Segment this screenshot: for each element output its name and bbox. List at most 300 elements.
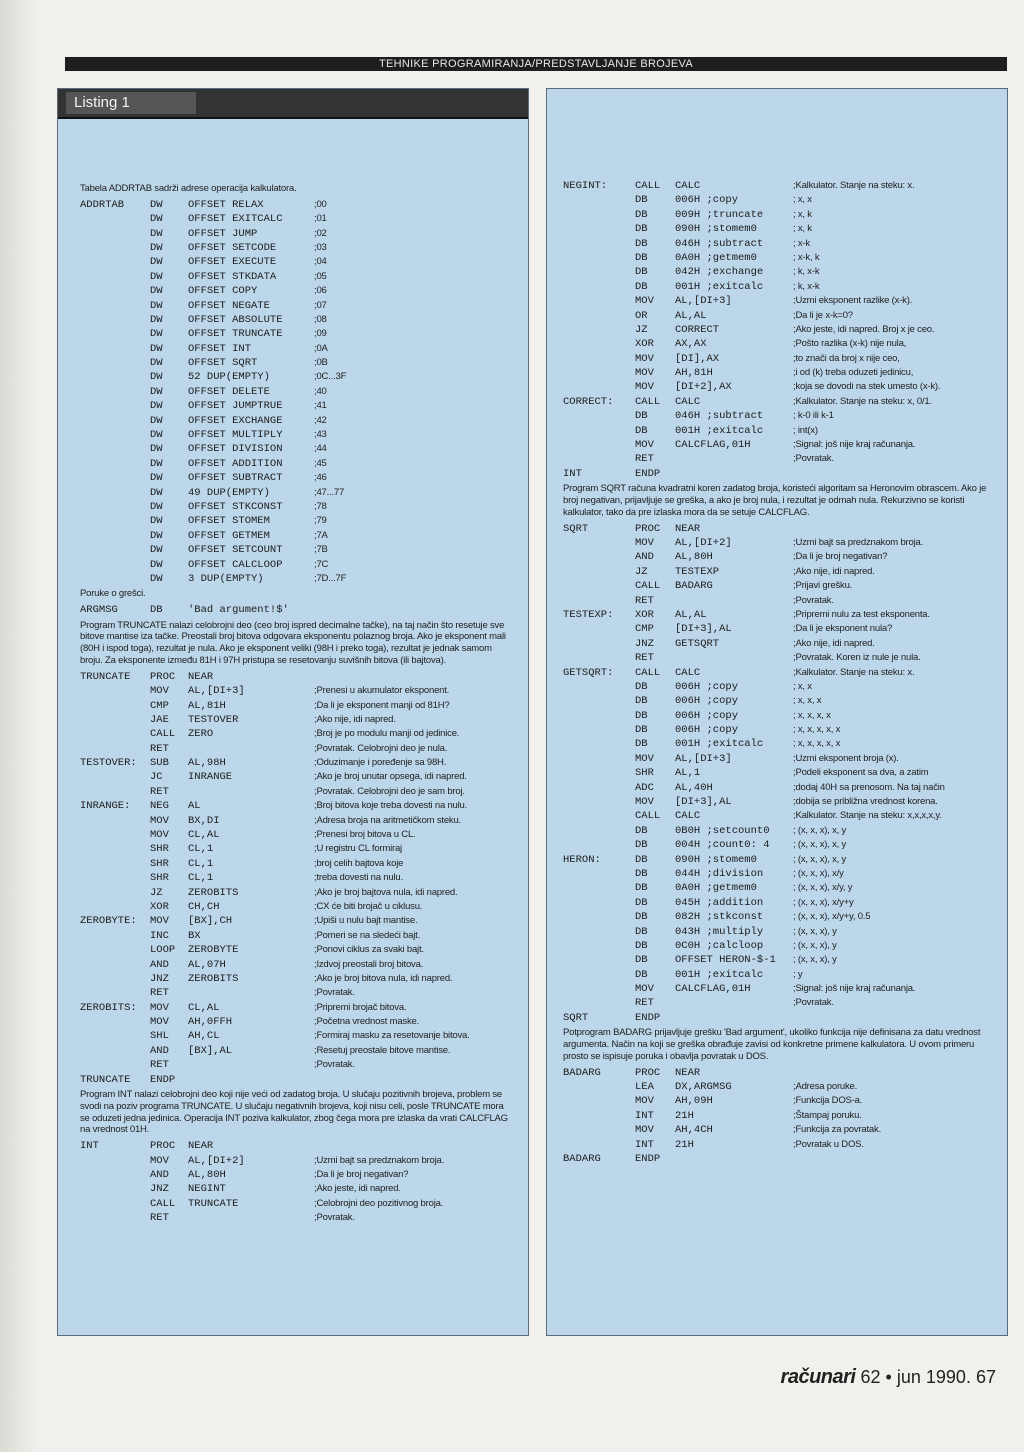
code-operands: CALC <box>675 666 701 679</box>
code-opcode: PROC <box>150 1140 176 1153</box>
code-line <box>547 1011 1007 1025</box>
code-opcode: DB <box>635 695 648 708</box>
code-line <box>547 694 1007 708</box>
code-operands: AH,09H <box>675 1095 713 1108</box>
code-operands: 0B0H ;setcount0 <box>675 824 770 837</box>
code-line <box>58 313 528 327</box>
code-opcode: DW <box>150 515 163 528</box>
code-line <box>58 227 528 241</box>
code-line <box>547 265 1007 279</box>
code-opcode: AND <box>635 551 654 564</box>
code-comment: ;treba dovesti na nulu. <box>314 872 403 884</box>
code-comment: ; x, x <box>793 194 812 206</box>
code-line <box>547 968 1007 982</box>
code-opcode: CALL <box>150 728 176 741</box>
code-opcode: DB <box>635 251 648 264</box>
code-operands: 090H ;stomem0 <box>675 853 757 866</box>
code-line <box>58 871 528 885</box>
code-comment: ;Resetuj preostale bitove mantise. <box>314 1044 451 1056</box>
code-opcode: DB <box>635 424 648 437</box>
code-line <box>58 212 528 226</box>
code-operands: 006H ;copy <box>675 709 739 722</box>
code-opcode: MOV <box>635 381 654 394</box>
code-opcode: DW <box>150 429 163 442</box>
code-opcode: DW <box>150 472 163 485</box>
code-opcode: MOV <box>635 536 654 549</box>
code-operands: AL,80H <box>188 1169 226 1182</box>
code-opcode: CALL <box>150 1197 176 1210</box>
code-comment: ;Povratak u DOS. <box>793 1138 864 1150</box>
code-comment: ;06 <box>314 285 327 297</box>
code-opcode: DW <box>150 256 163 269</box>
code-line <box>58 1211 528 1225</box>
code-line <box>58 756 528 770</box>
code-line <box>547 424 1007 438</box>
code-comment: ;Izdvoj preostali broj bitova. <box>314 958 424 970</box>
code-comment: ;Adresa poruke. <box>793 1081 858 1093</box>
page-number: 67 <box>975 1367 996 1387</box>
code-comment: ;Štampaj poruku. <box>793 1109 862 1121</box>
code-line <box>58 943 528 957</box>
code-comment: ;Povratak. Koren iz nule je nula. <box>793 652 921 664</box>
code-operands: 0A0H ;getmem0 <box>675 882 757 895</box>
code-opcode: DW <box>150 313 163 326</box>
code-line <box>58 442 528 456</box>
code-operands: OFFSET JUMPTRUE <box>188 400 283 413</box>
code-opcode: DB <box>635 882 648 895</box>
code-comment: ; x, k <box>793 208 812 220</box>
code-label: ZEROBITS: <box>80 1001 137 1014</box>
code-operands: OFFSET STOMEM <box>188 515 270 528</box>
code-comment: ; (x, x, x), x/y, y <box>793 882 853 894</box>
code-line <box>547 910 1007 924</box>
code-opcode: DW <box>150 371 163 384</box>
code-label: NEGINT: <box>563 180 608 192</box>
listing-label: Listing 1 <box>66 92 196 114</box>
code-operands: OFFSET GETMEM <box>188 529 270 542</box>
code-operands: AX,AX <box>675 338 707 351</box>
code-label: INRANGE: <box>80 800 131 813</box>
code-line <box>547 1066 1007 1080</box>
code-opcode: XOR <box>635 338 654 351</box>
code-operands: DX,ARGMSG <box>675 1081 732 1094</box>
code-operands: 0C0H ;calcloop <box>675 939 764 952</box>
code-line <box>58 1029 528 1043</box>
page-footer <box>781 1366 996 1389</box>
code-operands: 49 DUP(EMPTY) <box>188 486 270 499</box>
code-comment: ;Pomeri se na sledeći bajt. <box>314 929 421 941</box>
code-operands: 045H ;addition <box>675 896 764 909</box>
code-line <box>58 327 528 341</box>
code-comment: ;Da li je eksponent nula? <box>793 623 893 635</box>
description-paragraph: Program INT nalazi celobrojni deo koji nije veći od zadatog broja. U slučaju pozitivnih brojeva, problem se svodi na poziv programa TRUNCATE. U slučaju negativnih brojeva, koji nisu celi, posle TRUNCATE mora se oduzeti jedna jedinica. Operacija INT poziva kalkulator, zbog čega mora pre izlaska da vrati CALCFLAG na vrednost 01H. <box>80 1089 508 1136</box>
code-line <box>58 770 528 784</box>
code-line <box>58 986 528 1000</box>
code-operands: OFFSET ADDITION <box>188 457 283 470</box>
code-operands: OFFSET DELETE <box>188 385 270 398</box>
code-operands: 001H ;exitcalc <box>675 280 764 293</box>
code-comment: ;7D...7F <box>314 572 347 584</box>
code-opcode: MOV <box>150 1016 169 1029</box>
code-opcode: DB <box>635 280 648 293</box>
code-line <box>547 1080 1007 1094</box>
code-comment: ;Ako nije, idi napred. <box>314 713 396 725</box>
code-label: BADARG <box>563 1153 601 1165</box>
code-operands: OFFSET NEGATE <box>188 299 270 312</box>
code-label: BADARG <box>563 1066 601 1079</box>
code-opcode: AND <box>150 958 169 971</box>
code-comment: ;Broj bitova koje treba dovesti na nulu. <box>314 800 468 812</box>
description-paragraph: Program TRUNCATE nalazi celobrojni deo (ceo broj ispred decimalne tačke), na taj način što resetuje sve bitove mantise iza tačke. Preostali broj bitova odgovara eksponentu polaznog broja. Ako je eksponent mali (80H i ispod toga), rezultat je nula. Ako je eksponent veliki (98H i preko toga), rezultat je jednak samom broju. Za eksponente između 81H i 97H pristupa se resetovanju suvišnih bitova (ili bajtova). <box>80 619 506 666</box>
code-opcode: PROC <box>150 670 176 683</box>
code-label: TRUNCATE <box>80 670 131 683</box>
code-opcode: DW <box>150 400 163 413</box>
code-opcode: JZ <box>150 886 163 899</box>
code-opcode: MOV <box>150 915 169 928</box>
code-opcode: JNZ <box>150 1183 169 1196</box>
code-opcode: DW <box>150 270 163 283</box>
code-comment: ;Ako jeste, idi napred. Broj x je ceo. <box>793 323 935 335</box>
code-line <box>547 795 1007 809</box>
code-operands: 046H ;subtract <box>675 237 764 250</box>
code-opcode: DW <box>150 213 163 226</box>
code-line <box>547 1152 1007 1166</box>
code-line <box>547 1109 1007 1123</box>
code-label: TESTEXP: <box>563 608 614 621</box>
code-operands: [DI+2],AX <box>675 381 732 394</box>
code-opcode: MOV <box>150 829 169 842</box>
code-operands: OFFSET INT <box>188 342 252 355</box>
code-operands: CH,CH <box>188 900 220 913</box>
code-opcode: NEG <box>150 800 169 813</box>
code-line <box>547 896 1007 910</box>
code-operands: 006H ;copy <box>675 680 739 693</box>
code-opcode: PROC <box>635 522 661 535</box>
code-opcode: DB <box>635 266 648 279</box>
code-operands: AH,81H <box>675 367 713 380</box>
code-comment: ;Pripremi brojač bitova. <box>314 1001 407 1013</box>
code-comment: ;7C <box>314 558 329 570</box>
code-line <box>58 857 528 871</box>
code-line <box>58 241 528 255</box>
code-label: TESTOVER: <box>80 757 137 770</box>
code-opcode: DW <box>150 414 163 427</box>
code-line <box>547 824 1007 838</box>
code-line <box>547 594 1007 608</box>
code-line <box>547 781 1007 795</box>
code-line <box>547 939 1007 953</box>
code-comment: ;Formiraj masku za resetovanje bitova. <box>314 1030 470 1042</box>
code-line <box>547 452 1007 466</box>
code-opcode: DW <box>150 342 163 355</box>
code-opcode: XOR <box>150 900 169 913</box>
code-opcode: JAE <box>150 713 169 726</box>
listing-panel-left <box>57 88 529 1336</box>
code-comment: ;dobija se približna vrednost korena. <box>793 796 938 808</box>
code-label: GETSQRT: <box>563 666 614 679</box>
code-operands: OFFSET SETCODE <box>188 241 277 254</box>
code-line <box>547 622 1007 636</box>
code-operands: AL,[DI+2] <box>188 1154 245 1167</box>
code-operands: AL,80H <box>675 551 713 564</box>
code-operands: NEAR <box>675 522 701 535</box>
code-line <box>547 996 1007 1010</box>
code-comment: ;Uzmi bajt sa predznakom broja. <box>793 536 924 548</box>
code-comment: ;Kalkulator. Stanje na steku: x, 0/1. <box>793 395 932 407</box>
code-line <box>547 838 1007 852</box>
code-opcode: DW <box>150 558 163 571</box>
code-comment: ;44 <box>314 443 327 455</box>
code-comment: ;Funkcija za povratak. <box>793 1124 882 1136</box>
code-opcode: JNZ <box>635 637 654 650</box>
code-comment: ; (x, x, x), x, y <box>793 839 847 851</box>
code-comment: ; x, x, x <box>793 695 822 707</box>
code-opcode: DB <box>635 968 648 981</box>
code-line <box>58 1182 528 1196</box>
code-line <box>547 881 1007 895</box>
code-operands: 090H ;stomem0 <box>675 223 757 236</box>
code-line <box>58 828 528 842</box>
code-comment: ;0A <box>314 342 328 354</box>
code-line <box>547 1094 1007 1108</box>
code-line <box>58 471 528 485</box>
code-comment: ;Celobrojni deo pozitivnog broja. <box>314 1197 444 1209</box>
code-comment: ; (x, x, x), y <box>793 954 837 966</box>
code-comment: ;41 <box>314 400 327 412</box>
code-operands: AH,0FFH <box>188 1016 233 1029</box>
code-comment: ;78 <box>314 501 327 512</box>
code-opcode: JZ <box>635 323 648 336</box>
code-comment: ;09 <box>314 328 327 340</box>
bullet: • <box>885 1367 892 1387</box>
code-operands: GETSQRT <box>675 637 720 650</box>
code-operands: INRANGE <box>188 771 233 784</box>
code-operands: [DI+3],AL <box>675 623 732 636</box>
code-label: ARGMSG <box>80 604 118 617</box>
code-operands: [DI],AX <box>675 352 720 365</box>
code-comment: ;Uzmi eksponent razlike (x-k). <box>793 295 913 307</box>
code-line <box>58 914 528 928</box>
code-opcode: AND <box>150 1044 169 1057</box>
code-opcode: DW <box>150 227 163 240</box>
code-comment: ;broj celih bajtova koje <box>314 857 404 869</box>
code-opcode: MOV <box>150 814 169 827</box>
code-operands: 21H <box>675 1109 694 1122</box>
code-line <box>547 709 1007 723</box>
code-line <box>58 670 528 684</box>
code-operands: CL,AL <box>188 829 220 842</box>
code-line <box>547 352 1007 366</box>
code-comment: ;Početna vrednost maske. <box>314 1016 420 1028</box>
code-operands: AL,[DI+3] <box>675 752 732 765</box>
code-comment: ;Signal: još nije kraj računanja. <box>793 983 916 995</box>
code-line <box>58 356 528 370</box>
code-column-right <box>547 179 1007 1166</box>
code-comment: ;Povratak. <box>793 997 834 1009</box>
code-opcode: DW <box>150 501 163 513</box>
code-comment: ;01 <box>314 213 327 225</box>
code-operands: AL,40H <box>675 781 713 794</box>
code-opcode: ENDP <box>150 1073 176 1086</box>
code-line <box>547 867 1007 881</box>
code-opcode: MOV <box>635 796 654 809</box>
code-opcode: JNZ <box>150 972 169 985</box>
code-opcode: MOV <box>635 352 654 365</box>
code-line <box>58 342 528 356</box>
code-label: SQRT <box>563 1011 589 1024</box>
code-line <box>58 514 528 528</box>
listing-panel-right <box>546 88 1008 1336</box>
code-opcode: DB <box>635 194 648 207</box>
code-comment: ;Ako je broj bitova nula, idi napred. <box>314 972 453 984</box>
code-opcode: DB <box>635 939 648 952</box>
code-line <box>547 565 1007 579</box>
code-opcode: ENDP <box>635 467 661 480</box>
code-opcode: SHR <box>150 857 169 870</box>
code-comment: ;koja se dovodi na stek umesto (x-k). <box>793 381 941 393</box>
code-comment: ;08 <box>314 313 327 325</box>
code-line <box>58 684 528 698</box>
code-operands: AL,AL <box>675 608 707 621</box>
code-opcode: ENDP <box>635 1153 661 1165</box>
code-operands: CL,1 <box>188 857 214 870</box>
code-opcode: ENDP <box>635 1011 661 1024</box>
code-line <box>547 809 1007 823</box>
code-comment: ; (x, x, x), x/y <box>793 867 844 879</box>
code-operands: CORRECT <box>675 323 720 336</box>
code-operands: NEAR <box>188 670 214 683</box>
code-comment: ; k, x-k <box>793 266 820 278</box>
code-operands: AL,AL <box>675 309 707 322</box>
code-line <box>58 558 528 572</box>
code-line <box>58 1001 528 1015</box>
code-operands: OFFSET SETCOUNT <box>188 544 283 557</box>
code-opcode: DW <box>150 486 163 499</box>
code-comment: ; (x, x, x), x/y+y <box>793 896 854 908</box>
code-line <box>58 486 528 500</box>
code-comment: ;Funkcija DOS-a. <box>793 1095 863 1107</box>
code-line <box>547 536 1007 550</box>
code-comment: ;45 <box>314 457 327 469</box>
code-opcode: DB <box>635 208 648 221</box>
code-line <box>547 222 1007 236</box>
code-comment: ;46 <box>314 472 327 484</box>
code-operands: [BX],CH <box>188 915 233 928</box>
code-opcode: DB <box>635 911 648 924</box>
code-opcode: DB <box>635 824 648 837</box>
description-paragraph: Tabela ADDRTAB sadrži adrese operacija kalkulatora. <box>80 183 297 194</box>
code-operands: OFFSET RELAX <box>188 198 264 211</box>
code-line <box>58 399 528 413</box>
code-line <box>547 193 1007 207</box>
code-opcode: DW <box>150 328 163 341</box>
issue-number: 62 <box>860 1367 881 1387</box>
code-operands: CL,1 <box>188 872 214 885</box>
code-operands: OFFSET STKCONST <box>188 501 283 513</box>
section-header: TEHNIKE PROGRAMIRANJA/PREDSTAVLJANJE BROJEVA <box>65 57 1007 71</box>
code-opcode: DW <box>150 357 163 370</box>
description-paragraph: Potprogram BADARG prijavljuje grešku 'Bad argument', ukoliko funkcija nije definisana za datu vrednost argumenta. Način na koji se greška obrađuje zavisi od konkretne primene kalkulatora. U ovom primeru prosto se ispisuje poruka i obavlja povratak u DOS. <box>563 1027 981 1062</box>
code-comment: ;Povratak. <box>314 1059 355 1071</box>
code-operands: OFFSET JUMP <box>188 227 258 240</box>
code-comment: ; (x, x, x), y <box>793 925 837 937</box>
code-opcode: DW <box>150 529 163 542</box>
code-comment: ; (x, x, x), x/y+y, 0.5 <box>793 911 871 923</box>
code-operands: [BX],AL <box>188 1044 233 1057</box>
code-operands: CALC <box>675 395 701 408</box>
code-line <box>58 299 528 313</box>
code-comment: ;02 <box>314 227 327 239</box>
code-opcode: DB <box>635 223 648 236</box>
code-line <box>547 522 1007 536</box>
code-opcode: ADC <box>635 781 654 794</box>
code-opcode: DW <box>150 241 163 254</box>
code-opcode: DW <box>150 443 163 456</box>
code-line <box>547 366 1007 380</box>
code-operands: 0A0H ;getmem0 <box>675 251 757 264</box>
code-operands: AL,[DI+2] <box>675 536 732 549</box>
code-operands: 006H ;copy <box>675 194 739 207</box>
code-line <box>547 637 1007 651</box>
code-comment: ;43 <box>314 429 327 441</box>
code-line <box>58 457 528 471</box>
code-opcode: INT <box>635 1109 654 1122</box>
code-line <box>58 1044 528 1058</box>
code-operands: OFFSET SUBTRACT <box>188 472 283 485</box>
code-comment: ;Povratak. <box>793 453 834 465</box>
code-operands: AL,81H <box>188 699 226 712</box>
code-operands: NEGINT <box>188 1183 226 1196</box>
code-line <box>547 438 1007 452</box>
code-line <box>58 1139 528 1153</box>
code-operands: 52 DUP(EMPTY) <box>188 371 270 384</box>
code-comment: ;U registru CL formiraj <box>314 843 402 855</box>
code-line <box>58 785 528 799</box>
code-line <box>547 550 1007 564</box>
code-line <box>58 958 528 972</box>
code-operands: BADARG <box>675 580 713 593</box>
code-opcode: DW <box>150 572 163 585</box>
code-comment: ; k, x-k <box>793 280 820 292</box>
code-line <box>58 1073 528 1087</box>
code-opcode: DW <box>150 299 163 312</box>
code-comment: ;Da li je eksponent manji od 81H? <box>314 699 450 711</box>
code-operands: AH,CL <box>188 1030 220 1043</box>
code-comment: ; x, x, x, x, x <box>793 738 841 750</box>
code-line <box>58 1015 528 1029</box>
code-line <box>58 1058 528 1072</box>
code-comment: ;Povratak. <box>314 1212 355 1224</box>
code-opcode: RET <box>150 742 169 755</box>
code-line <box>547 608 1007 622</box>
code-opcode: JZ <box>635 565 648 578</box>
code-comment: ;Kalkulator. Stanje na steku: x,x,x,x,y. <box>793 810 942 822</box>
code-line <box>547 579 1007 593</box>
code-comment: ;Prijavi grešku. <box>793 580 853 592</box>
code-column-left <box>58 181 528 1226</box>
code-comment: ;0C...3F <box>314 371 347 383</box>
code-line <box>547 752 1007 766</box>
listing-tab <box>58 89 528 119</box>
code-opcode: DB <box>635 839 648 852</box>
code-line <box>547 237 1007 251</box>
code-opcode: DW <box>150 544 163 557</box>
code-operands: BX <box>188 929 201 942</box>
code-comment: ;7A <box>314 529 328 541</box>
code-operands: TRUNCATE <box>188 1197 239 1210</box>
code-opcode: INT <box>635 1138 654 1151</box>
code-comment: ;00 <box>314 198 327 210</box>
